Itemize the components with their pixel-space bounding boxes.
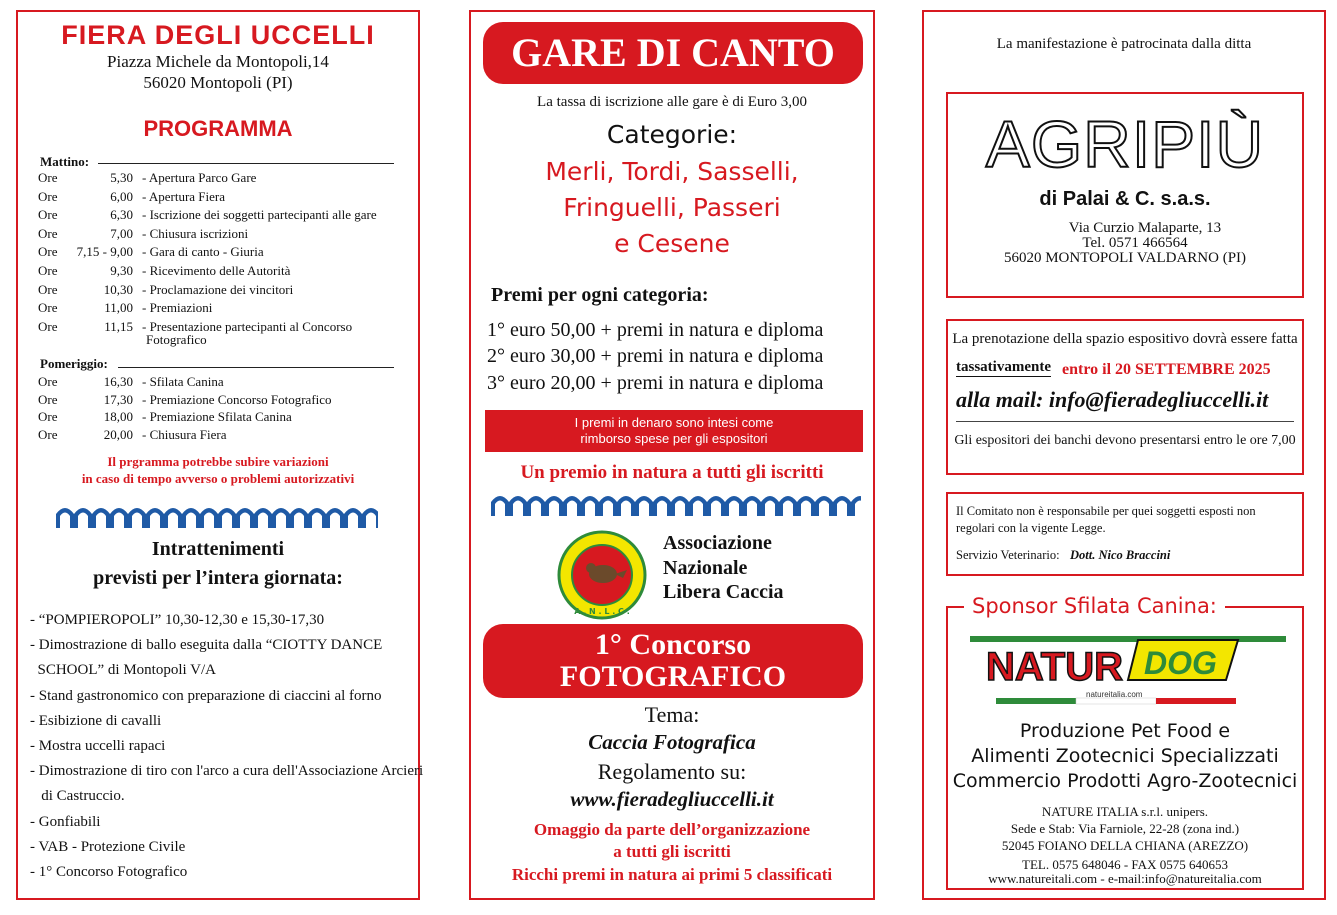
- omaggio-line-1: Omaggio da parte dell’organizzazione: [533, 820, 811, 839]
- categorie-line-1: Merli, Tordi, Sasselli,: [545, 157, 799, 186]
- pomeriggio-row: [38, 392, 398, 408]
- ore-label: Ore: [38, 244, 58, 260]
- ore-label: Ore: [38, 170, 58, 185]
- pomeriggio-row: [38, 374, 398, 390]
- naturdog-logo: [966, 628, 1286, 708]
- produzione-line-2: Alimenti Zootecnici Specializzati: [971, 745, 1279, 767]
- ore-label: Ore: [38, 318, 58, 334]
- schedule-time: 16,30: [103, 374, 133, 389]
- schedule-time: 7,15 - 9,00: [76, 244, 133, 260]
- assoc-line-1: Associazione: [663, 532, 772, 554]
- anlc-logo: [557, 530, 647, 620]
- schedule-description: - Premiazione Sfilata Canina: [142, 409, 292, 424]
- schedule-time: 10,30: [103, 281, 133, 297]
- tema-value: Caccia Fotografica: [588, 730, 756, 754]
- fair-address-street: Piazza Michele da Montopoli,14: [107, 52, 329, 71]
- mattino-label: Mattino:: [40, 154, 90, 169]
- schedule-description: - Apertura Fiera: [142, 188, 226, 204]
- premio-3: 3° euro 20,00 + premi in natura e diploma: [487, 372, 824, 394]
- patrocinio-text: La manifestazione è patrocinata dalla ditta: [996, 36, 1252, 52]
- schedule-description: - Chiusura Fiera: [142, 426, 227, 442]
- concorso-line-2: FOTOGRAFICO: [559, 660, 787, 693]
- schedule-time: 11,15: [104, 318, 133, 334]
- comitato-line-2: regolari con la vigente Legge.: [956, 521, 1106, 535]
- nature-italia-3: 52045 FOIANO DELLA CHIANA (AREZZO): [1001, 838, 1249, 853]
- agripiu-subtitle: di Palai & C. s.a.s.: [1039, 188, 1211, 210]
- mattino-row: [38, 319, 398, 335]
- mattino-row: [38, 263, 398, 279]
- entertainment-item: - VAB - Protezione Civile: [30, 838, 186, 855]
- schedule-time: 9,30: [110, 263, 133, 278]
- schedule-description: - Ricevimento delle Autorità: [142, 263, 291, 278]
- entertainment-item: - Dimostrazione di ballo eseguita dalla “CIOTTY DANCE: [30, 637, 383, 654]
- produzione-line-3: Commercio Prodotti Agro-Zootecnici: [952, 770, 1298, 792]
- sponsor-box: [946, 594, 1304, 890]
- mattino-row: [38, 226, 398, 242]
- produzione-line-1: Produzione Pet Food e: [1019, 720, 1231, 742]
- ore-label: Ore: [38, 426, 58, 442]
- gare-title: GARE DI CANTO: [511, 30, 835, 75]
- assoc-line-3: Libera Caccia: [663, 581, 784, 603]
- vet-name: Dott. Nico Braccini: [1070, 548, 1171, 562]
- schedule-description: - Premiazione Concorso Fotografico: [142, 391, 332, 407]
- entertainment-title-2: previsti per l’intera giornata:: [93, 567, 343, 589]
- schedule-description: - Chiusura iscrizioni: [142, 225, 249, 241]
- gare-title-banner: [483, 22, 863, 84]
- right-panel: [922, 10, 1326, 900]
- pomeriggio-row: [38, 427, 398, 443]
- schedule-time: 20,00: [103, 426, 133, 442]
- schedule-time: 5,30: [110, 170, 133, 185]
- middle-panel: [469, 10, 875, 900]
- concorso-banner: [483, 624, 863, 698]
- nature-italia-2: Sede e Stab: Via Farniole, 22-28 (zona ind.): [1010, 821, 1240, 836]
- schedule-description: - Proclamazione dei vincitori: [142, 281, 294, 297]
- categorie-line-3: e Cesene: [614, 229, 730, 258]
- nature-italia-4: TEL. 0575 648046 - FAX 0575 640653: [1022, 857, 1228, 872]
- dog-text: DOG: [1144, 645, 1217, 681]
- schedule-description: - Iscrizione dei soggetti partecipanti alle gare: [142, 207, 377, 223]
- left-panel: [16, 10, 424, 900]
- prenotazione-tassativamente: tassativamente: [956, 359, 1051, 375]
- agripiu-address-2: Tel. 0571 466564: [1082, 235, 1188, 251]
- pomeriggio-divider: [118, 367, 394, 368]
- entertainment-item: SCHOOL” di Montopoli V/A: [30, 662, 216, 679]
- entertainment-item: di Castruccio.: [30, 788, 125, 805]
- entertainment-title-1: Intrattenimenti: [151, 538, 285, 560]
- comitato-box: [946, 492, 1304, 576]
- entertainment-item: - “POMPIEROPOLI” 10,30-12,30 e 15,30-17,30: [30, 612, 325, 628]
- omaggio-line-2: a tutti gli iscritti: [613, 842, 731, 861]
- assoc-line-2: Nazionale: [663, 557, 748, 579]
- schedule-description: - Premiazioni: [142, 300, 213, 316]
- prenotazione-date: entro il 20 SETTEMBRE 2025: [1062, 361, 1271, 378]
- premi-title: Premi per ogni categoria:: [491, 284, 709, 306]
- natur-url: natureitalia.com: [1086, 690, 1143, 699]
- mattino-row: [38, 282, 398, 298]
- mattino-divider: [98, 163, 394, 164]
- nature-italia-5[interactable]: www.natureitali.com - e-mail:info@natureitalia.com: [988, 871, 1262, 886]
- tassa-text: La tassa di iscrizione alle gare è di Euro 3,00: [537, 94, 807, 110]
- mattino-row: [38, 244, 398, 260]
- ore-label: Ore: [38, 188, 58, 204]
- schedule-description: - Gara di canto - Giuria: [142, 244, 264, 260]
- pomeriggio-label: Pomeriggio:: [40, 356, 108, 371]
- ore-label: Ore: [38, 225, 58, 241]
- warning-line-2: in caso di tempo avverso o problemi autorizzativi: [81, 471, 355, 486]
- warning-line-1: Il prgramma potrebbe subire variazioni: [107, 454, 329, 469]
- schedule-time: 18,00: [103, 409, 133, 424]
- entertainment-item: - Gonfiabili: [30, 813, 101, 830]
- premio-natura: Un premio in natura a tutti gli iscritti: [520, 462, 824, 483]
- prenotazione-divider: [956, 421, 1294, 422]
- natur-text: NATUR: [986, 645, 1124, 689]
- website-link[interactable]: www.fieradegliuccelli.it: [570, 787, 774, 811]
- schedule-description-continued: Fotografico: [146, 332, 207, 347]
- tema-label: Tema:: [644, 702, 700, 727]
- prenotazione-mail[interactable]: alla mail: info@fieradegliuccelli.it: [956, 387, 1269, 412]
- schedule-time: 17,30: [103, 391, 133, 407]
- pomeriggio-row: [38, 409, 398, 425]
- schedule-description: - Sfilata Canina: [142, 374, 224, 389]
- fair-title: FIERA DEGLI UCCELLI: [61, 20, 375, 50]
- entertainment-item: - Dimostrazione di tiro con l'arco a cura dell'Associazione Arcieri: [30, 763, 424, 780]
- entertainment-item: - 1° Concorso Fotografico: [30, 864, 188, 880]
- mattino-row: [38, 170, 398, 186]
- schedule-time: 7,00: [110, 225, 133, 241]
- schedule-description: - Apertura Parco Gare: [142, 170, 257, 185]
- agripiu-address-1: Via Curzio Malaparte, 13: [1068, 220, 1222, 236]
- entertainment-item: - Stand gastronomico con preparazione di ciaccini al forno: [30, 687, 382, 704]
- premio-1: 1° euro 50,00 + premi in natura e diploma: [487, 319, 824, 341]
- ore-label: Ore: [38, 391, 58, 407]
- premio-2: 2° euro 30,00 + premi in natura e diploma: [487, 345, 824, 367]
- ore-label: Ore: [38, 409, 58, 424]
- mattino-row: [38, 300, 398, 316]
- mattino-row: [38, 189, 398, 205]
- anlc-logo-letters: A . N . L . C .: [574, 607, 630, 616]
- vet-label: Servizio Veterinario:: [956, 548, 1060, 562]
- prenotazione-box: [946, 319, 1304, 475]
- rimborso-banner: [485, 410, 863, 452]
- schedule-time: 6,00: [110, 188, 133, 204]
- ore-label: Ore: [38, 374, 58, 389]
- omaggio-line-3: Ricchi premi in natura ai primi 5 classificati: [511, 865, 833, 884]
- programma-heading: PROGRAMMA: [143, 116, 293, 141]
- ore-label: Ore: [38, 281, 58, 297]
- rimborso-line-1: I premi in denaro sono intesi come: [574, 415, 774, 430]
- wave-divider: [491, 494, 861, 516]
- schedule-time: 11,00: [104, 300, 133, 316]
- ore-label: Ore: [38, 263, 58, 278]
- entertainment-item: - Esibizione di cavalli: [30, 712, 162, 729]
- sponsor-title: Sponsor Sfilata Canina:: [964, 594, 1225, 618]
- prenotazione-note: Gli espositori dei banchi devono presentarsi entro le ore 7,00: [954, 433, 1296, 448]
- categorie-line-2: Fringuelli, Passeri: [563, 193, 781, 222]
- rimborso-line-2: rimborso spese per gli espositori: [580, 431, 768, 446]
- nature-italia-1: NATURE ITALIA s.r.l. unipers.: [1041, 804, 1209, 819]
- regolamento-label: Regolamento su:: [597, 759, 747, 784]
- mattino-row: [38, 207, 398, 223]
- agripiu-logo: AGRIPIÙ: [985, 107, 1265, 181]
- comitato-line-1: Il Comitato non è responsabile per quei soggetti esposti non: [956, 504, 1256, 518]
- agripiu-address-3: 56020 MONTOPOLI VALDARNO (PI): [1003, 250, 1247, 266]
- entertainment-item: - Mostra uccelli rapaci: [30, 738, 166, 754]
- schedule-time: 6,30: [110, 207, 133, 223]
- categorie-label: Categorie:: [606, 120, 738, 149]
- ore-label: Ore: [38, 300, 58, 316]
- concorso-line-1: 1° Concorso: [594, 628, 752, 661]
- ore-label: Ore: [38, 207, 58, 223]
- agripiu-box: [946, 92, 1304, 298]
- prenotazione-line-1: La prenotazione della spazio espositivo dovrà essere fatta: [952, 331, 1298, 347]
- wave-divider: [56, 506, 378, 528]
- fair-address-city: 56020 Montopoli (PI): [143, 73, 293, 92]
- schedule-description: - Presentazione partecipanti al Concorso: [142, 318, 353, 334]
